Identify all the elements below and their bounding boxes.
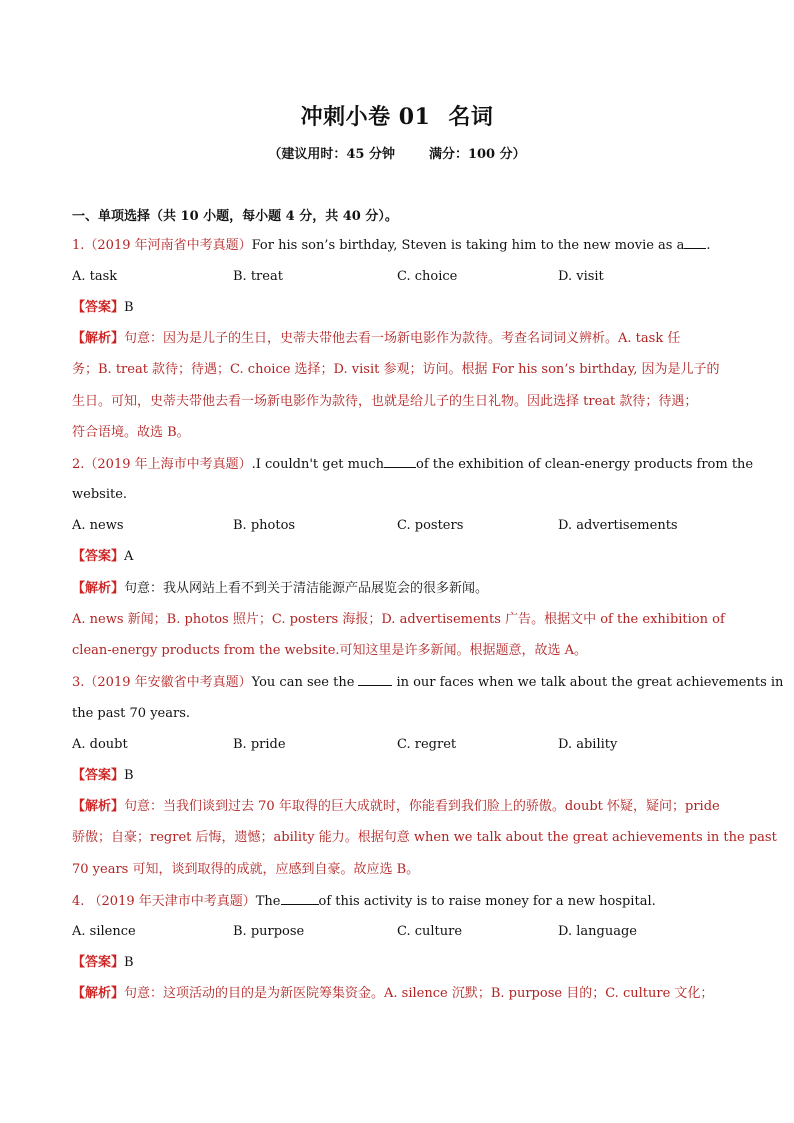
question-2-source: 2.（2019 年上海市中考真题） <box>72 457 252 472</box>
question-4-option-c: C. culture <box>397 924 463 939</box>
question-3-stem <box>72 673 784 692</box>
answer-label: 【答案】 <box>72 300 125 315</box>
question-3-analysis-line-2: 骄傲；自豪；regret 后悔，遗憾；ability 能力。根据句意 when we talk about the great achievements in the past <box>72 830 777 845</box>
question-3-stem-line-2: the past 70 years. <box>72 706 191 721</box>
question-2-blank <box>384 455 416 468</box>
analysis-label: 【解析】 <box>72 581 125 596</box>
question-1-option-c: C. choice <box>397 269 458 284</box>
question-4-option-a: A. silence <box>72 924 136 939</box>
question-1-answer <box>72 299 722 317</box>
question-1-option-b: B. treat <box>233 269 283 284</box>
question-2-option-a: A. news <box>72 518 124 533</box>
question-3-answer <box>72 767 722 785</box>
title-topic: 名词 <box>448 104 494 130</box>
answer-label: 【答案】 <box>72 955 125 970</box>
question-2-option-b: B. photos <box>233 518 296 533</box>
question-1-analysis-line-2: 务；B. treat 款待；待遇；C. choice 选择；D. visit 参观；访问。根据 For his son’s birthday, 因为是儿子的 <box>72 362 720 377</box>
question-3-text-end: in our faces when we talk about the great achievements in <box>396 675 784 690</box>
question-3-option-b: B. pride <box>233 737 286 752</box>
question-4-source: 4. （2019 年天津市中考真题） <box>72 894 256 909</box>
question-2-analysis-line-3: clean-energy products from the website.可知这里是许多新闻。根据题意，故选 A。 <box>72 643 588 658</box>
question-1-text: For his son’s birthday, Steven is taking him to the new movie as a <box>251 238 685 253</box>
question-3-option-a: A. doubt <box>72 737 128 752</box>
answer-value: B <box>124 955 134 970</box>
question-2-text-end: of the exhibition of clean-energy products from the <box>416 457 754 472</box>
question-1-blank <box>684 236 706 249</box>
question-3-option-c: C. regret <box>397 737 457 752</box>
answer-value: B <box>124 768 134 783</box>
answer-label: 【答案】 <box>72 549 125 564</box>
question-3-option-d: D. ability <box>558 737 618 752</box>
question-3-analysis-line-3: 70 years 可知，谈到取得的成就，应感到自豪。故应选 B。 <box>72 862 420 877</box>
question-3-text: You can see the <box>251 675 355 690</box>
question-4-text: The <box>255 894 281 909</box>
answer-label: 【答案】 <box>72 768 125 783</box>
question-1-analysis-line-3: 生日。可知，史蒂夫带他去看一场新电影作为款待，也就是给儿子的生日礼物。因此选择 treat 款待；待遇； <box>72 394 698 409</box>
question-2-option-c: C. posters <box>397 518 464 533</box>
question-1-analysis-line-4: 符合语境。故选 B。 <box>72 425 190 440</box>
page-title <box>0 100 794 131</box>
question-2-stem-line-2: website. <box>72 487 128 502</box>
question-1-option-d: D. visit <box>558 269 604 284</box>
full-score: 满分：100 分） <box>428 147 526 162</box>
analysis-label: 【解析】 <box>72 799 125 814</box>
question-3-analysis-line-1 <box>72 798 722 816</box>
question-1-source: 1.（2019 年河南省中考真题） <box>72 238 252 253</box>
question-3-source: 3.（2019 年安徽省中考真题） <box>72 675 252 690</box>
question-2-stem <box>72 455 754 474</box>
section-heading: 一、单项选择（共 10 小题，每小题 4 分，共 40 分）。 <box>72 209 398 224</box>
answer-value: B <box>124 300 134 315</box>
question-4-blank <box>281 892 319 905</box>
question-4-stem <box>72 892 722 911</box>
question-4-answer <box>72 954 722 972</box>
question-1-option-a: A. task <box>72 269 118 284</box>
analysis-label: 【解析】 <box>72 986 125 1001</box>
title-main: 冲刺小卷 01 <box>300 104 431 130</box>
question-4-text-end: of this activity is to raise money for a new hospital. <box>318 894 656 909</box>
question-2-option-d: D. advertisements <box>558 518 678 533</box>
question-3-blank <box>358 673 392 686</box>
question-4-option-b: B. purpose <box>233 924 305 939</box>
time-suggestion: （建议用时：45 分钟 <box>268 147 395 162</box>
analysis-label: 【解析】 <box>72 331 125 346</box>
analysis-text: 句意：因为是儿子的生日，史蒂夫带他去看一场新电影作为款待。考查名词词义辨析。A. task 任 <box>124 331 681 346</box>
question-2-analysis-line-1 <box>72 580 722 598</box>
analysis-text: 句意：我从网站上看不到关于清洁能源产品展览会的很多新闻。 <box>124 581 489 596</box>
question-2-analysis-line-2: A. news 新闻；B. photos 照片；C. posters 海报；D. advertisements 广告。根据文中 of the exhibition of <box>72 612 725 627</box>
question-1-analysis-line-1 <box>72 330 722 348</box>
question-4-option-d: D. language <box>558 924 637 939</box>
question-1-stem <box>72 236 722 255</box>
question-1-text-end: . <box>706 238 711 253</box>
question-2-text: .I couldn't get much <box>251 457 385 472</box>
page-subtitle <box>0 143 794 162</box>
analysis-text: 句意：当我们谈到过去 70 年取得的巨大成就时，你能看到我们脸上的骄傲。doubt 怀疑，疑问；pride <box>124 799 720 814</box>
question-2-answer <box>72 548 722 566</box>
analysis-text: 句意：这项活动的目的是为新医院筹集资金。A. silence 沉默；B. purpose 目的；C. culture 文化； <box>124 986 714 1001</box>
question-4-analysis-line-1 <box>72 985 722 1003</box>
answer-value: A <box>124 549 134 564</box>
